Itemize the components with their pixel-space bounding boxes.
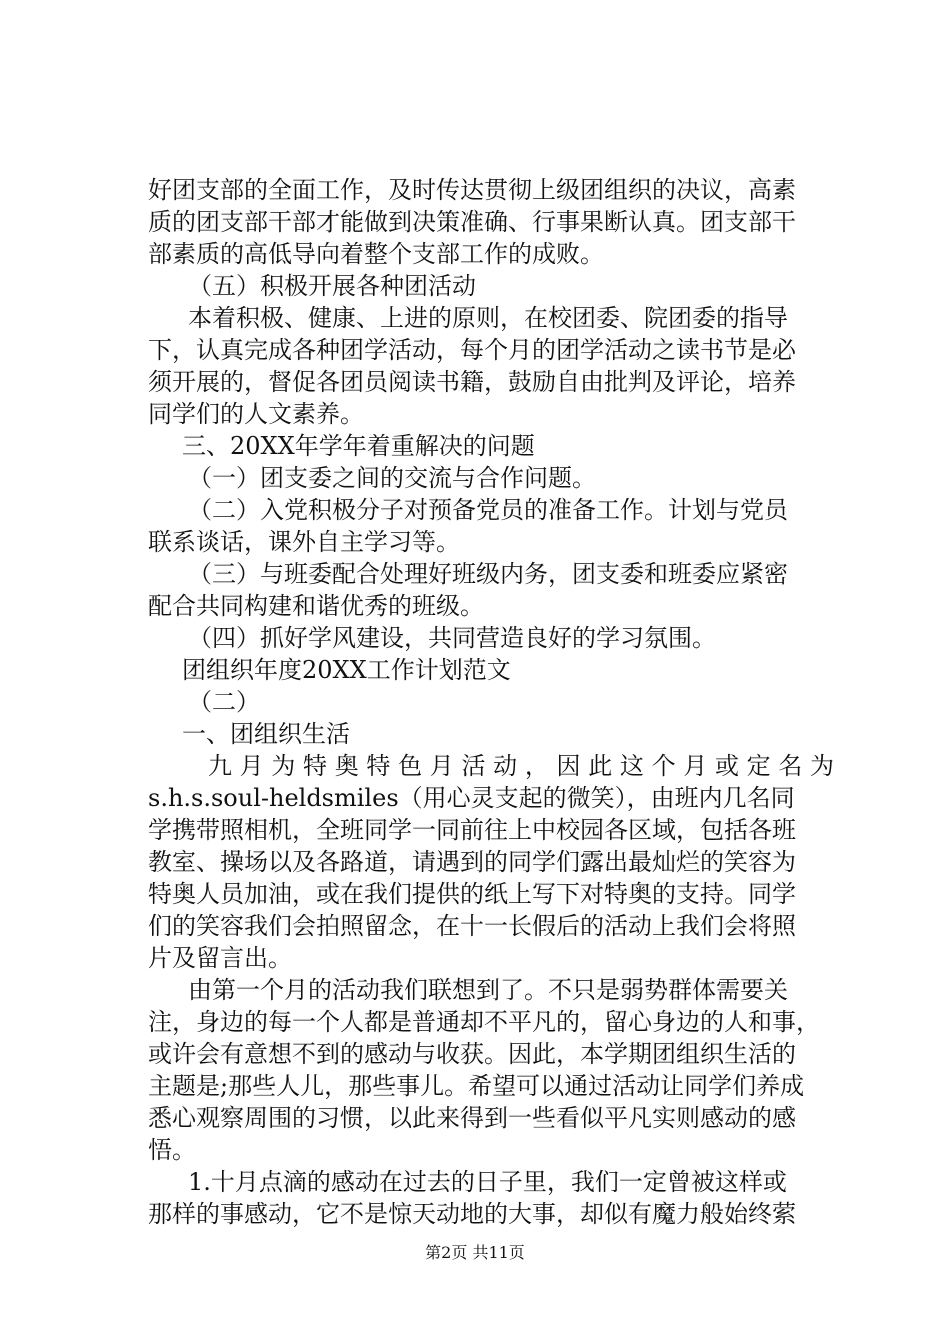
- list-item: （四）抓好学风建设，共同营造良好的学习氛围。: [188, 624, 716, 652]
- text-line: 同学们的人文素养。: [148, 400, 364, 428]
- text-line: 悉心观察周围的习惯，以此来得到一些看似平凡实则感动的感: [148, 1104, 796, 1132]
- text-line: 那样的事感动，它不是惊天动地的大事，却似有魔力般始终萦: [148, 1200, 796, 1228]
- text-line: 由第一个月的活动我们联想到了。不只是弱势群体需要关: [188, 976, 788, 1004]
- text-line: 须开展的，督促各团员阅读书籍，鼓励自由批判及评论，培养: [148, 368, 796, 396]
- text-line: 教室、操场以及各路道，请遇到的同学们露出最灿烂的笑容为: [148, 848, 796, 876]
- text-line: 联系谈话，课外自主学习等。: [148, 528, 460, 556]
- text-line: 片及留言出。: [148, 944, 292, 972]
- text-line: 本着积极、健康、上进的原则，在校团委、院团委的指导: [188, 304, 788, 332]
- text-line: 主题是;那些人儿，那些事儿。希望可以通过活动让同学们养成: [148, 1072, 805, 1100]
- text-line: 特奥人员加油，或在我们提供的纸上写下对特奥的支持。同学: [148, 880, 796, 908]
- text-line: 部素质的高低导向着整个支部工作的成败。: [148, 240, 604, 268]
- section-heading: （五）积极开展各种团活动: [188, 272, 476, 300]
- text-line: 学携带照相机，全班同学一同前往上中校园各区域，包括各班: [148, 816, 796, 844]
- page-number-footer: 第2页 共11页: [425, 1243, 525, 1262]
- text-line: 或许会有意想不到的感动与收获。因此，本学期团组织生活的: [148, 1040, 796, 1068]
- list-item: （二）入党积极分子对预备党员的准备工作。计划与党员: [188, 496, 788, 524]
- text-line: 质的团支部干部才能做到决策准确、行事果断认真。团支部干: [148, 208, 796, 236]
- list-item: （一）团支委之间的交流与合作问题。: [188, 464, 596, 492]
- document-title: 团组织年度20XX工作计划范文: [182, 656, 511, 684]
- text-line: （二）: [188, 688, 260, 716]
- text-line: 好团支部的全面工作，及时传达贯彻上级团组织的决议，高素: [148, 176, 796, 204]
- list-item: （三）与班委配合处理好班级内务，团支委和班委应紧密: [188, 560, 788, 588]
- text-line: 注，身边的每一个人都是普通却不平凡的，留心身边的人和事，: [148, 1008, 820, 1036]
- text-line: 九月为特奥特色月活动，因此这个月或定名为: [208, 752, 834, 780]
- text-line: 下，认真完成各种团学活动，每个月的团学活动之读书节是必: [148, 336, 796, 364]
- text-line: s.h.s.soul-heldsmiles（用心灵支起的微笑），由班内几名同: [148, 784, 795, 812]
- text-line: 配合共同构建和谐优秀的班级。: [148, 592, 484, 620]
- document-body: [148, 174, 834, 1230]
- section-heading: 一、团组织生活: [182, 720, 350, 748]
- list-item: 1.十月点滴的感动在过去的日子里，我们一定曾被这样或: [188, 1168, 787, 1196]
- text-line: 们的笑容我们会拍照留念，在十一长假后的活动上我们会将照: [148, 912, 796, 940]
- section-heading: 三、20XX年学年着重解决的问题: [182, 432, 535, 460]
- text-line: 悟。: [148, 1136, 196, 1164]
